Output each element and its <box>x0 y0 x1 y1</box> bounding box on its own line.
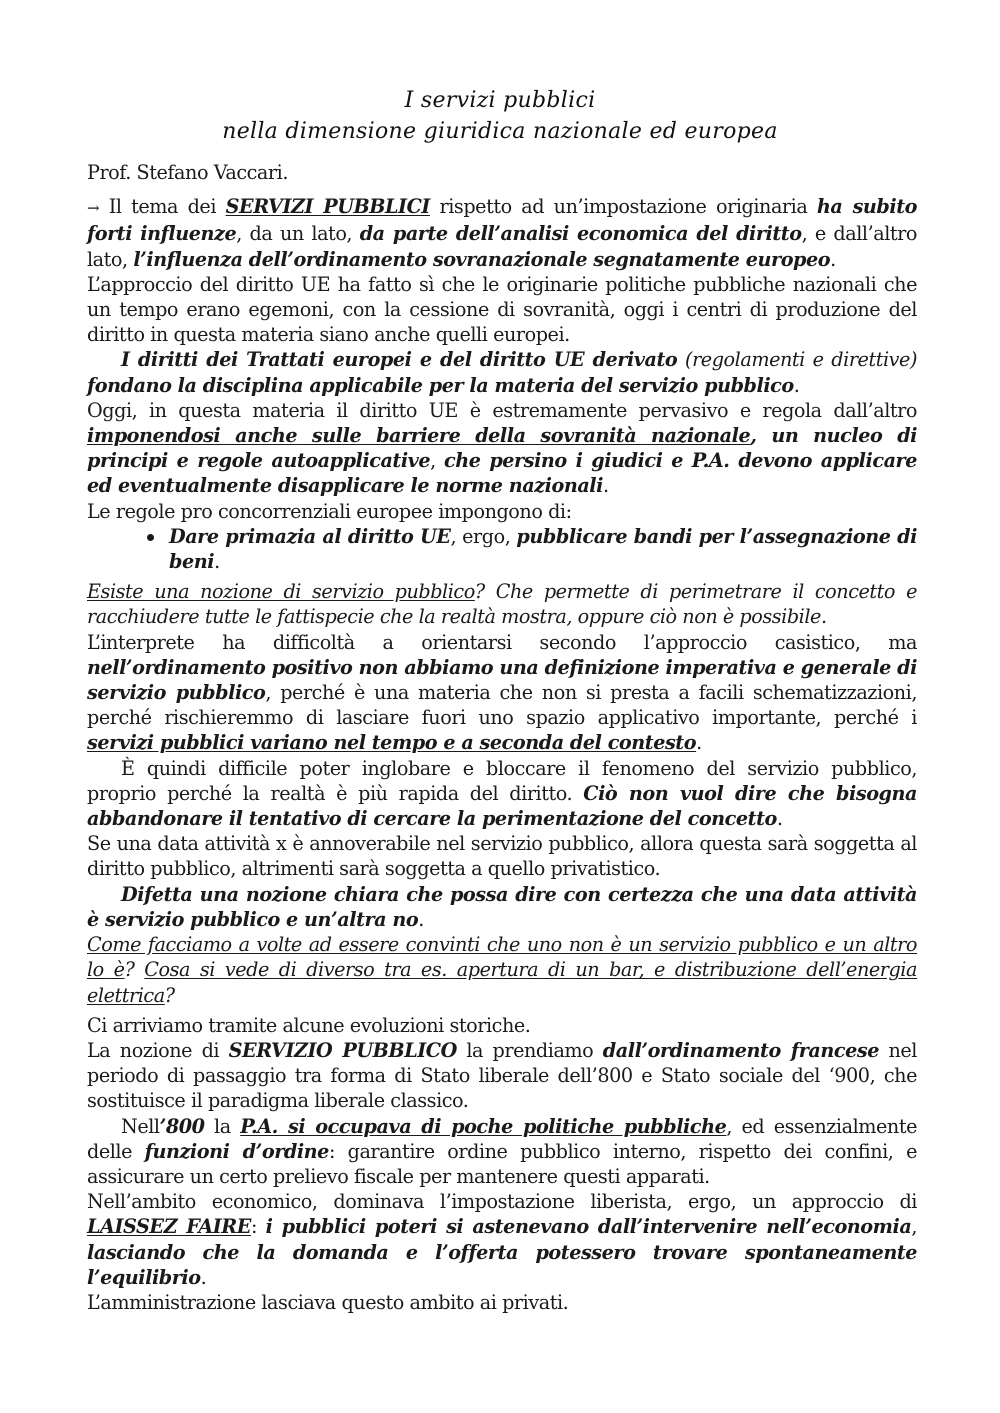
paragraph-oggi: Oggi, in questa materia il diritto UE è estremamente pervasivo e regola dall’altro imponendosi anche sulle barriere della sovranità nazionale, un nucleo di principi e regole autoapplicative, che persino i giudici e P.A. devono applicare ed eventualmente disapplicare le norme nazionali. <box>87 398 917 498</box>
paragraph-nozione: Esiste una nozione di servizio pubblico? Che permette di perimetrare il concetto e racchiudere tutte le fattispecie che la realtà mostra, oppure ciò non è possibile. <box>87 580 917 629</box>
paragraph-attivita: Se una data attività x è annoverabile nel servizio pubblico, allora questa sarà soggetta al diritto pubblico, altrimenti sarà soggetta a quello privatistico. <box>87 832 917 881</box>
paragraph-interprete: L’interprete ha difficoltà a orientarsi secondo l’approccio casistico, ma nell’ordinamento positivo non abbiamo una definizione imperativa e generale di servizio pubblico, perché è una materia che non si presta a facili schematizzazioni, perché rischieremmo di lasciare fuori uno spazio applicativo importante, perché i servizi pubblici variano nel tempo e a seconda del contesto. <box>87 630 918 755</box>
paragraph-approccio-ue: L’approccio del diritto UE ha fatto sì che le originarie politiche pubbliche nazionali che un tempo erano egemoni, con la cessione di sovranità, oggi i centri di produzione del diritto in questa materia siano anche quelli europei. <box>87 272 917 347</box>
list-item: Dare primazia al diritto UE, ergo, pubblicare bandi per l’assegnazione di beni. <box>87 524 917 574</box>
paragraph-trattati: I diritti dei Trattati europei e del diritto UE derivato (regolamenti e direttive) fondano la disciplina applicabile per la materia del servizio pubblico. <box>87 348 917 397</box>
bullet-icon <box>147 534 154 541</box>
document-body <box>87 160 917 1315</box>
paragraph-evoluzioni: Ci arriviamo tramite alcune evoluzioni storiche. <box>87 1013 531 1037</box>
paragraph-economico: Nell’ambito economico, dominava l’impostazione liberista, ergo, un approccio di LAISSEZ FAIRE: i pubblici poteri si astenevano dall’intervenire nell’economia, lasciando che la domanda e l’offerta potessero trovare spontaneamente l’equilibrio. <box>87 1190 917 1289</box>
paragraph-amministrazione: L’amministrazione lasciava questo ambito ai privati. <box>87 1290 569 1314</box>
author-line: Prof. Stefano Vaccari. <box>87 161 288 184</box>
paragraph-difficile: È quindi difficile poter inglobare e bloccare il fenomeno del servizio pubblico, proprio perché la realtà è più rapida del diritto. Ciò non vuol dire che bisogna abbandonare il tentativo di cercare la perimentazione del concetto. <box>87 756 917 831</box>
arrow-icon: → <box>87 199 100 218</box>
emphasis-servizi-pubblici: SERVIZI PUBBLICI <box>225 195 430 219</box>
paragraph-domande: Come facciamo a volte ad essere convinti che uno non è un servizio pubblico e un altro lo è? Cosa si vede di diverso tra es. apertura di un bar, e distribuzione dell’energia elettrica? <box>87 933 917 1007</box>
document-title-line-1: I servizi pubblici <box>404 88 596 113</box>
paragraph-nozione-francese: La nozione di SERVIZIO PUBBLICO la prendiamo dall’ordinamento francese nel periodo di passaggio tra forma di Stato liberale dell’800 e Stato sociale del ‘900, che sostituisce il paradigma liberale classico. <box>87 1038 917 1113</box>
paragraph-difetta: Difetta una nozione chiara che possa dire con certezza che una data attività è servizio pubblico e un’altra no. <box>87 882 917 931</box>
paragraph-regole: Le regole pro concorrenziali europee impongono di: <box>87 499 572 523</box>
paragraph-ottocento: Nell’800 la P.A. si occupava di poche politiche pubbliche, ed essenzialmente delle funzioni d’ordine: garantire ordine pubblico interno, rispetto dei confini, e assicurare un certo prelievo fiscale per mantenere questi apparati. <box>87 1114 917 1188</box>
paragraph-intro: → Il tema dei SERVIZI PUBBLICI rispetto ad un’impostazione originaria ha subito forti influenze, da un lato, da parte dell’analisi economica del diritto, e dall’altro lato, l’influenza dell’ordinamento sovranazionale segnatamente europeo. <box>87 195 917 271</box>
document-title-line-2: nella dimensione giuridica nazionale ed europea <box>222 119 778 144</box>
